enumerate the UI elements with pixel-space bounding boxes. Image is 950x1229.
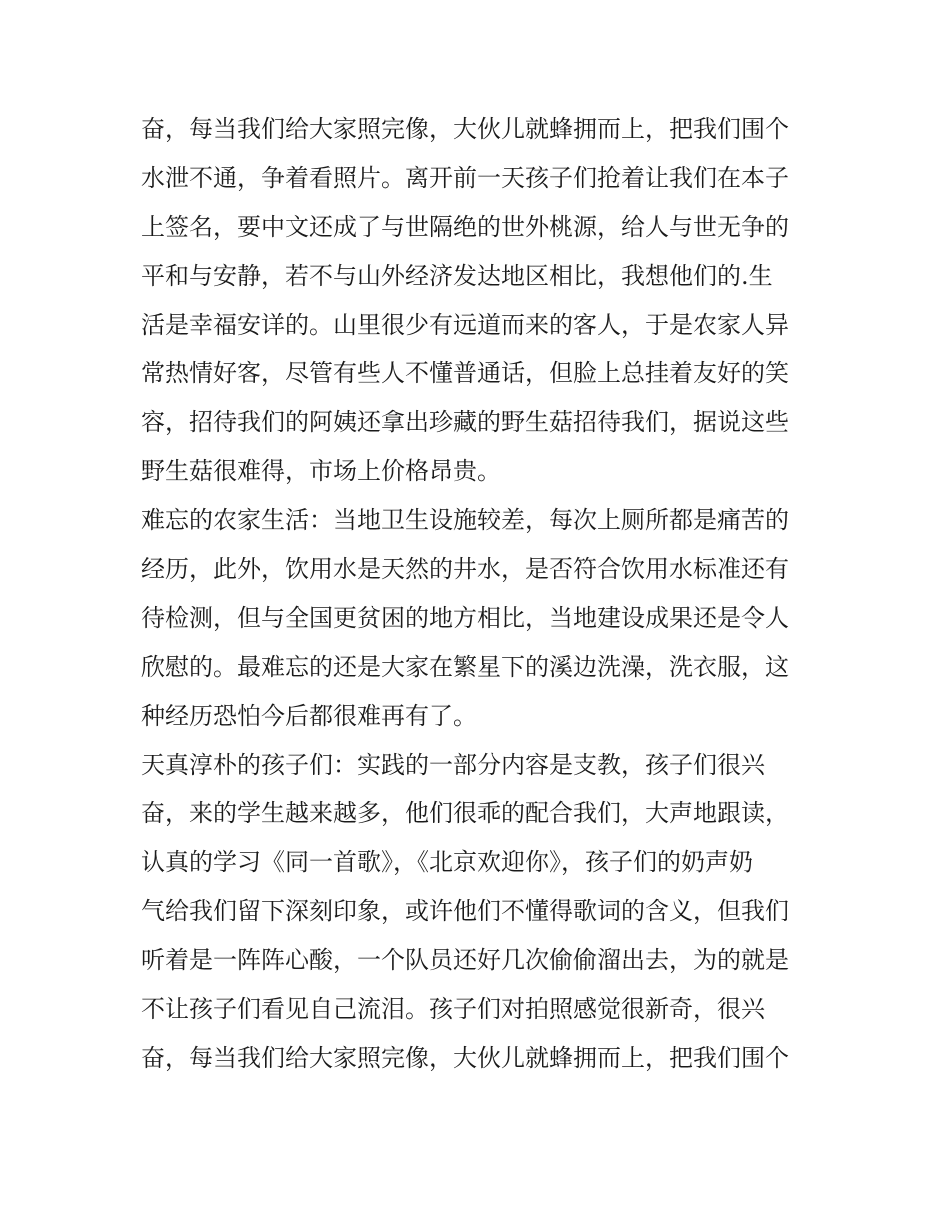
body-text (141, 105, 821, 1083)
text-line: 天真淳朴的孩子们：实践的一部分内容是支教，孩子们很兴 (141, 750, 765, 779)
text-line: 上签名，要中文还成了与世隔绝的世外桃源，给人与世无争的 (141, 212, 789, 241)
text-line: 常热情好客，尽管有些人不懂普通话，但脸上总挂着友好的笑 (141, 359, 789, 388)
text-line: 奋，每当我们给大家照完像，大伙儿就蜂拥而上，把我们围个 (141, 1043, 789, 1072)
text-line: 奋，每当我们给大家照完像，大伙儿就蜂拥而上，把我们围个 (141, 115, 789, 143)
text-line: 水泄不通，争着看照片。离开前一天孩子们抢着让我们在本子 (141, 163, 789, 192)
text-line: 容，招待我们的阿姨还拿出珍藏的野生菇招待我们，据说这些 (141, 408, 789, 437)
text-line: 听着是一阵阵心酸，一个队员还好几次偷偷溜出去，为的就是 (141, 946, 789, 975)
text-line: 种经历恐怕今后都很难再有了。 (141, 701, 477, 730)
text-line: 活是幸福安详的。山里很少有远道而来的客人，于是农家人异 (141, 310, 789, 339)
text-line: 欣慰的。最难忘的还是大家在繁星下的溪边洗澡，洗衣服，这 (141, 652, 789, 681)
text-line: 不让孩子们看见自己流泪。孩子们对拍照感觉很新奇，很兴 (141, 995, 765, 1024)
text-line: 奋，来的学生越来越多，他们很乖的配合我们，大声地跟读， (141, 799, 789, 828)
text-line: 野生菇很难得，市场上价格昂贵。 (141, 457, 501, 486)
text-line: 平和与安静，若不与山外经济发达地区相比，我想他们的.生 (141, 261, 773, 290)
text-line: 经历，此外，饮用水是天然的井水，是否符合饮用水标准还有 (141, 555, 789, 584)
text-line: 气给我们留下深刻印象，或许他们不懂得歌词的含义，但我们 (141, 897, 789, 926)
text-line: 难忘的农家生活：当地卫生设施较差，每次上厕所都是痛苦的 (141, 506, 789, 535)
text-line: 认真的学习《同一首歌》，《北京欢迎你》，孩子们的奶声奶 (141, 848, 753, 877)
text-line: 待检测，但与全国更贫困的地方相比，当地建设成果还是令人 (141, 603, 789, 632)
